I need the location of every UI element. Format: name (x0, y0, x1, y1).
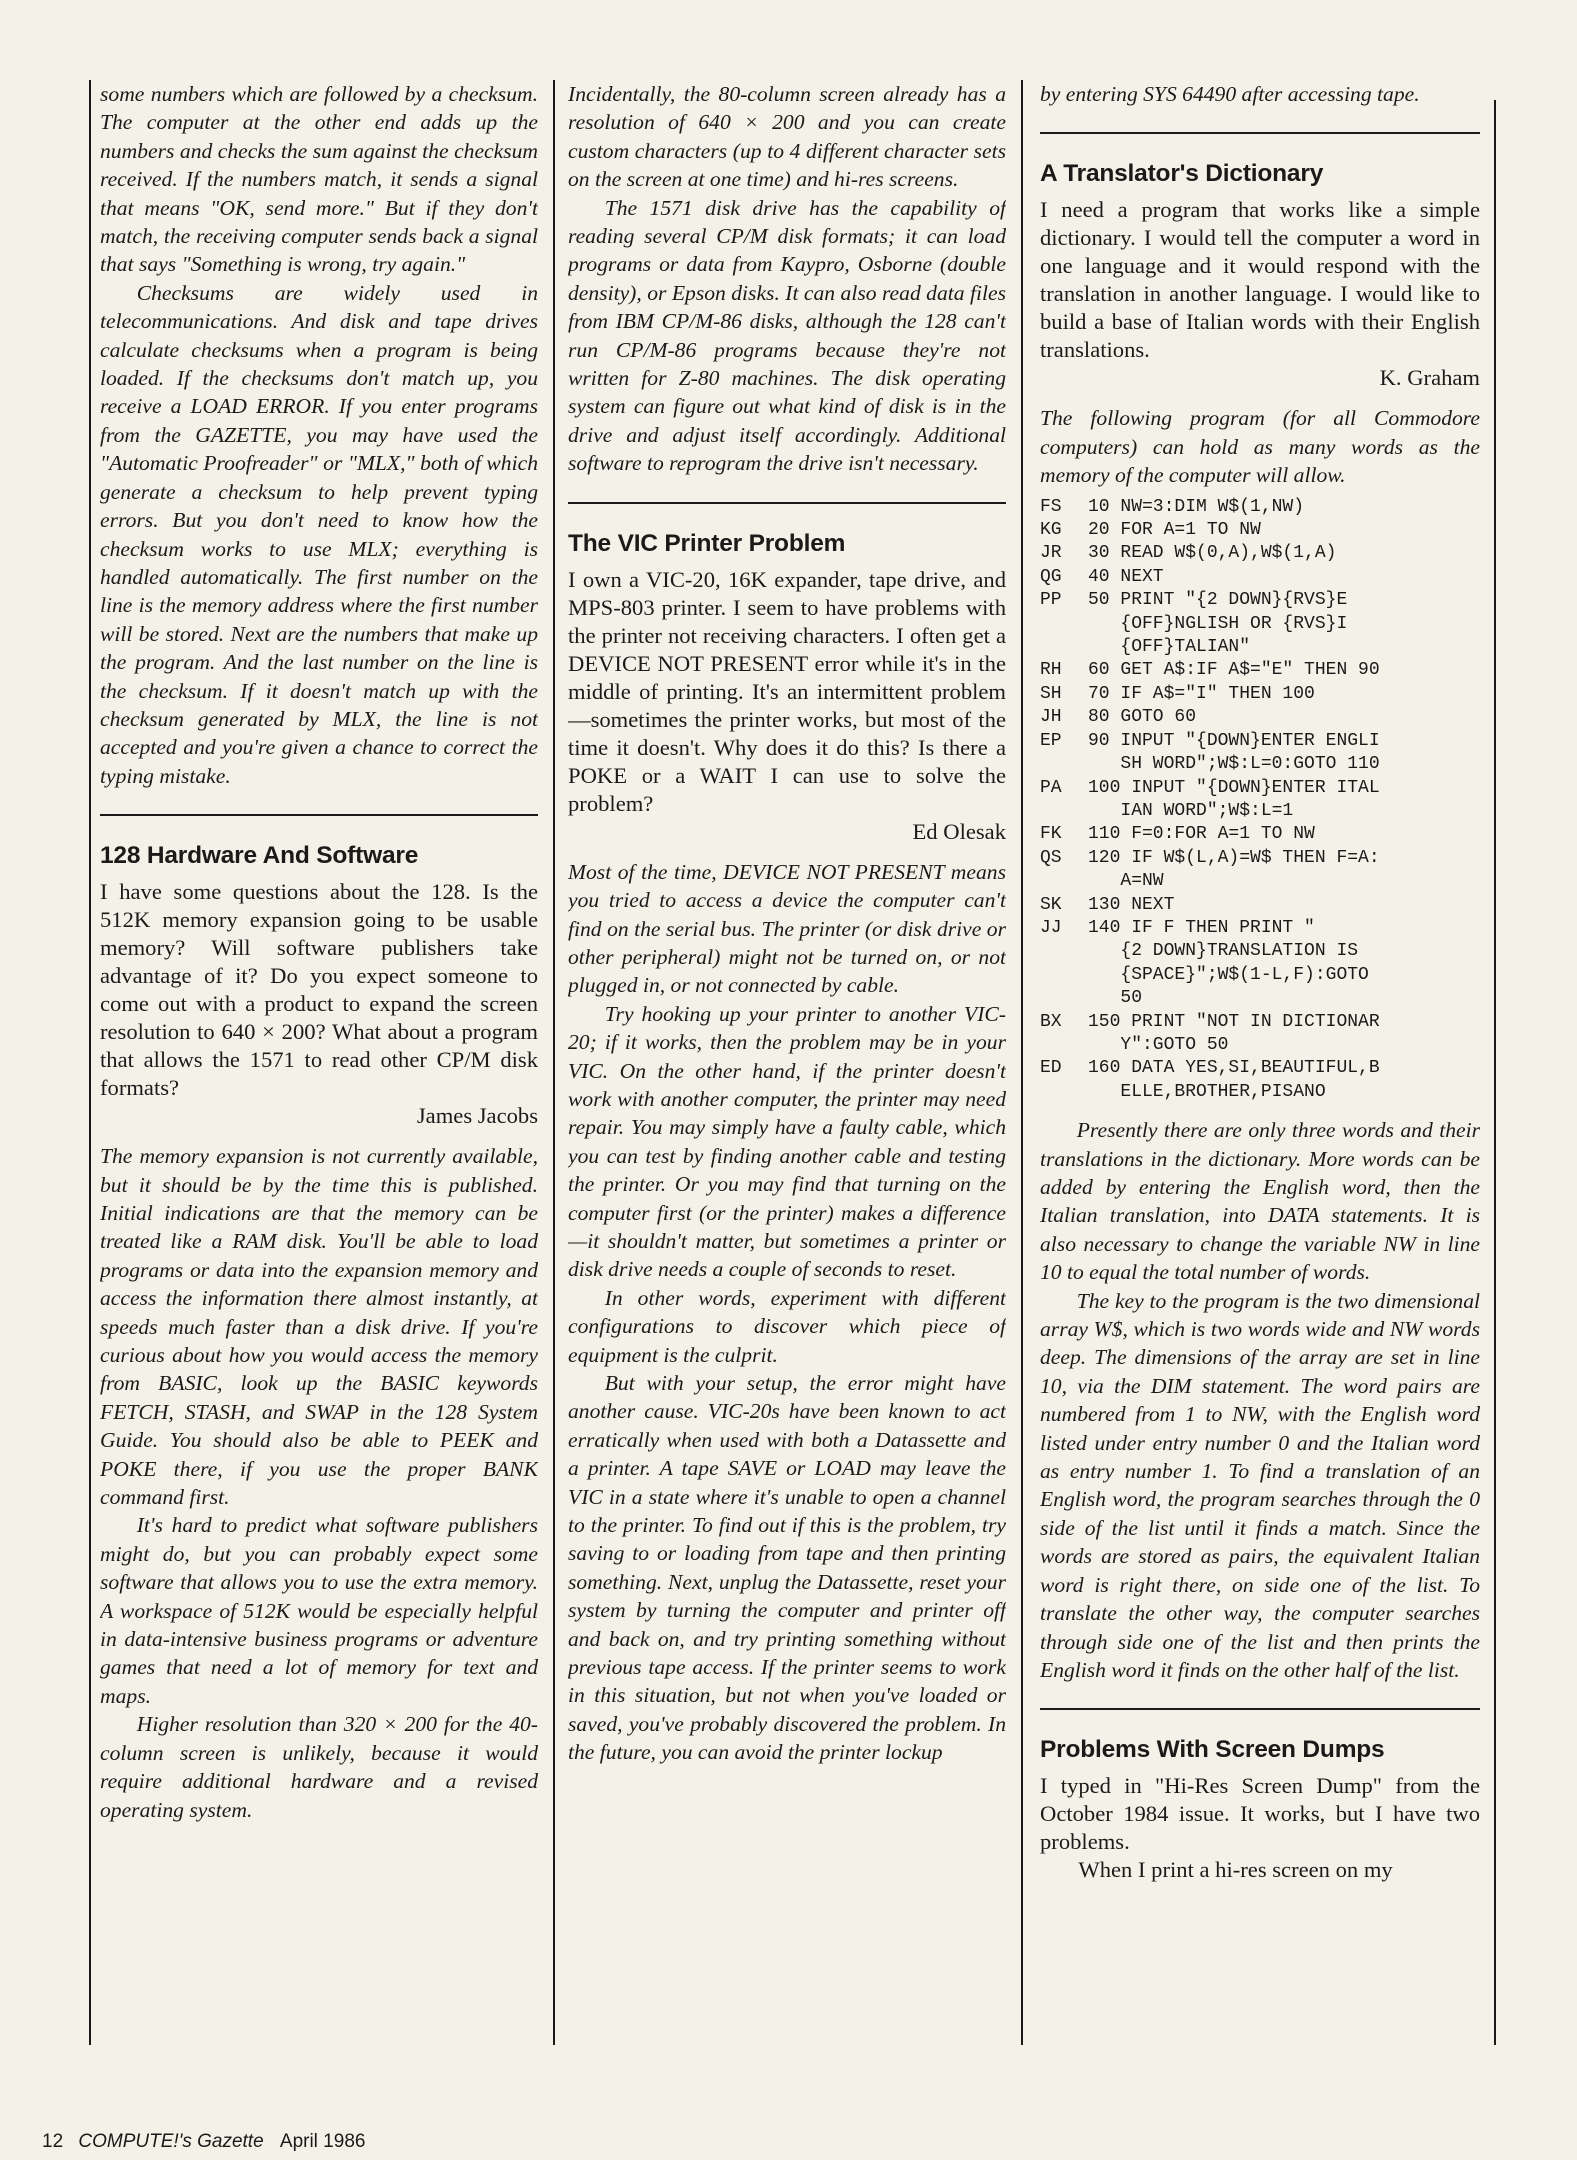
column-1 (100, 80, 538, 2060)
listing-code: 50 PRINT "{2 DOWN}{RVS}E {OFF}NGLISH OR {RVS}I {OFF}TALIAN" (1088, 590, 1348, 658)
section-heading-vic-printer: The VIC Printer Problem (568, 529, 846, 557)
listing-checksum: KG (1040, 520, 1062, 541)
answer-paragraph: by entering SYS 64490 after accessing tape. (1040, 82, 1420, 106)
listing-checksum: QS (1040, 847, 1062, 868)
listing-checksum: FK (1040, 824, 1062, 845)
listing-code: 140 IF F THEN PRINT " {2 DOWN}TRANSLATION IS {SPACE}";W$(1-L,F):GOTO 50 (1088, 917, 1369, 1009)
answer-paragraph: Incidentally, the 80-column screen already has a resolution of 640 × 200 and you can create custom characters (up to 4 different character sets on the screen at one time) and hi-res screens. (568, 82, 1006, 192)
listing-line (1040, 542, 1480, 565)
answer-paragraph: The key to the program is the two dimensional array W$, which is two words wide and NW words deep. The dimensions of the array are set in line 10, via the DIM statement. The word pairs are numbered from 1 to NW, with the English word listed under entry number 0 and the Italian word as entry number 1. To find a translation of an English word, the program searches through the 0 side of the list until it finds a match. Since the words are stored as pairs, the equivalent Italian word is right there, on side one of the list. To translate the other way, the computer searches through side one of the list and then prints the English word it finds on the other half of the list. (1040, 1288, 1480, 1682)
answer-paragraph: Presently there are only three words and their translations in the dictionary. More words can be added by entering the English word, then the Italian translation, into DATA statements. It is also necessary to change the variable NW in line 10 to equal the total number of words. (1040, 1118, 1480, 1285)
letter-signature: James Jacobs (416, 1103, 538, 1129)
column-rule-left (89, 80, 91, 2045)
listing-checksum: JJ (1040, 917, 1062, 938)
reader-letter: I need a program that works like a simple dictionary. I would tell the computer a word in one language and it would respond with the translation in another language. I would like to build a base of Italian words with their English translations. (1040, 197, 1480, 363)
answer-paragraph: Try hooking up your printer to another VIC-20; if it works, then the problem may be in your VIC. On the other hand, if the printer doesn't work with another computer, the printer may need repair. You may simply have a faulty cable, which you can test by finding another cable and testing the printer. Or you may find that turning on the computer first (or the printer) makes a difference—it shouldn't matter, but sometimes a printer or disk drive needs a couple of seconds to reset. (568, 1001, 1006, 1282)
listing-line (1040, 1011, 1480, 1058)
listing-code: 120 IF W$(L,A)=W$ THEN F=A: A=NW (1088, 847, 1380, 892)
listing-line (1040, 917, 1480, 1011)
section-divider (568, 502, 1006, 504)
answer-paragraph: The following program (for all Commodore computers) can hold as many words as the memory of the computer will allow. (1040, 406, 1480, 488)
section-heading-translator: A Translator's Dictionary (1040, 160, 1324, 188)
listing-checksum: RH (1040, 660, 1062, 681)
listing-code: 150 PRINT "NOT IN DICTIONAR Y":GOTO 50 (1088, 1011, 1380, 1055)
listing-line (1040, 823, 1480, 846)
reader-letter: I own a VIC-20, 16K expander, tape drive, and MPS-803 printer. I seem to have problems with the printer not receiving characters. I often get a DEVICE NOT PRESENT error while it's in the middle of printing. It's an intermittent problem—sometimes the printer works, but most of the time it doesn't. Why does it do this? Is there a POKE or a WAIT I can use to solve the problem? (568, 566, 1006, 816)
listing-checksum: SK (1040, 894, 1062, 915)
listing-code: 20 FOR A=1 TO NW (1088, 520, 1261, 541)
listing-checksum: PA (1040, 777, 1062, 798)
listing-line (1040, 894, 1480, 917)
listing-checksum: JH (1040, 707, 1062, 728)
listing-line (1040, 519, 1480, 542)
section-divider (1040, 1708, 1480, 1710)
column-3 (1040, 80, 1480, 2060)
letter-signature: K. Graham (1379, 365, 1480, 391)
listing-checksum: SH (1040, 683, 1062, 704)
listing-code: 70 IF A$="I" THEN 100 (1088, 683, 1315, 704)
column-rule-1-2 (553, 80, 555, 2045)
listing-line (1040, 706, 1480, 729)
listing-checksum: FS (1040, 496, 1062, 517)
reader-letter: I have some questions about the 128. Is the 512K memory expansion going to be usable memory? Will software publishers take advantage of it? Do you expect someone to come out with a product to expand the screen resolution to 640 × 200? What about a program that allows the 1571 to read other CP/M disk formats? (100, 879, 538, 1101)
listing-checksum: EP (1040, 730, 1062, 751)
section-heading-screen-dumps: Problems With Screen Dumps (1040, 1736, 1385, 1764)
listing-code: 160 DATA YES,SI,BEAUTIFUL,B ELLE,BROTHER,PISANO (1088, 1058, 1380, 1102)
listing-code: 90 INPUT "{DOWN}ENTER ENGLI SH WORD";W$:L=0:GOTO 110 (1088, 730, 1380, 775)
listing-code: 130 NEXT (1088, 894, 1175, 915)
issue-date: April 1986 (279, 2131, 366, 2152)
listing-checksum: ED (1040, 1058, 1062, 1079)
section-divider (100, 814, 538, 816)
listing-checksum: JR (1040, 543, 1062, 564)
listing-line (1040, 730, 1480, 777)
column-2 (568, 80, 1006, 2060)
answer-paragraph: But with your setup, the error might have another cause. VIC-20s have been known to act erratically when used with both a Datassette and a printer. A tape SAVE or LOAD may leave the VIC in a state where it's unable to open a channel to the printer. To find out if this is the problem, try saving to or loading from tape and then printing something. Next, unplug the Datassette, reset your system by turning the computer and printer off and back on, and try printing something without previous tape access. If the printer seems to work in this situation, but not when you've loaded or saved, you've probably discovered the problem. In the future, you can avoid the printer lockup (568, 1371, 1006, 1765)
column-rule-2-3 (1021, 80, 1023, 2045)
listing-code: 60 GET A$:IF A$="E" THEN 90 (1088, 660, 1380, 681)
listing-checksum: PP (1040, 590, 1062, 611)
magazine-title: COMPUTE!'s Gazette (78, 2131, 264, 2152)
answer-paragraph: Higher resolution than 320 × 200 for the 40-column screen is unlikely, because it would require additional hardware and a revised operating system. (100, 1712, 538, 1822)
basic-program-listing (1040, 496, 1480, 1105)
listing-line (1040, 777, 1480, 824)
answer-paragraph: Most of the time, DEVICE NOT PRESENT means you tried to access a device the computer can't find on the serial bus. The printer (or disk drive or other peripheral) might not be turned on, or not plugged in, or not connected by cable. (568, 859, 1006, 998)
listing-code: 10 NW=3:DIM W$(1,NW) (1088, 496, 1305, 517)
section-divider (1040, 132, 1480, 134)
listing-line (1040, 683, 1480, 706)
letter-signature: Ed Olesak (912, 818, 1006, 844)
answer-paragraph: The 1571 disk drive has the capability of reading several CP/M disk formats; it can load programs or data from Kaypro, Osborne (double density), or Epson disks. It can also read data files from IBM CP/M-86 disks, although the 128 can't run CP/M-86 programs because they're not written for Z-80 machines. The disk operating system can figure out what kind of disk is in the drive and adjust itself accordingly. Additional software to reprogram the drive isn't necessary. (568, 195, 1006, 476)
listing-line (1040, 1057, 1480, 1104)
answer-paragraph: some numbers which are followed by a checksum. The computer at the other end adds up the numbers and checks the sum against the checksum received. If the numbers match, it sends a signal that means "OK, send more." But if they don't match, the receiving computer sends back a signal that says "Something is wrong, try again." (100, 82, 538, 277)
listing-code: 30 READ W$(0,A),W$(1,A) (1088, 543, 1337, 564)
listing-code: 40 NEXT (1088, 566, 1164, 587)
reader-letter: I typed in "Hi-Res Screen Dump" from the October 1984 issue. It works, but I have two problems. (1040, 1773, 1480, 1855)
answer-paragraph: In other words, experiment with different configurations to discover which piece of equipment is the culprit. (568, 1285, 1006, 1367)
answer-paragraph: The memory expansion is not currently available, but it should be by the time this is published. Initial indications are that the memory can be treated like a RAM disk. You'll be able to load programs or data into the expansion memory and access the information there almost instantly, at speeds much faster than a disk drive. If you're curious about how you would access the memory from BASIC, look up the BASIC keywords FETCH, STASH, and SWAP in the 128 System Guide. You should also be able to PEEK and POKE there, if you use the proper BANK command first. (100, 1144, 538, 1510)
section-heading-128-hardware: 128 Hardware And Software (100, 842, 419, 870)
listing-code: 80 GOTO 60 (1088, 707, 1197, 728)
answer-paragraph: It's hard to predict what software publishers might do, but you can probably expect some software that allows you to use the extra memory. A workspace of 512K would be especially helpful in data-intensive business programs or adventure games that need a lot of memory for text and maps. (100, 1513, 538, 1708)
page-footer (42, 2131, 365, 2153)
answer-paragraph: Checksums are widely used in telecommunications. And disk and tape drives calculate checksums when a program is being loaded. If the checksums don't match up, you receive a LOAD ERROR. If you enter programs from the GAZETTE, you may have used the "Automatic Proofreader" or "MLX," both of which generate a checksum to help prevent typing errors. But you don't need to know how the checksum works to use MLX; everything is handled automatically. The first number on the line is the memory address where the first number will be stored. Next are the numbers that make up the program. And the last number on the line is the checksum. If it doesn't match up with the checksum generated by MLX, the line is not accepted and you're given a chance to correct the typing mistake. (100, 280, 538, 788)
listing-checksum: BX (1040, 1011, 1062, 1032)
listing-checksum: QG (1040, 566, 1062, 587)
reader-letter: When I print a hi-res screen on my (1078, 1857, 1393, 1883)
listing-line (1040, 496, 1480, 519)
listing-code: 100 INPUT "{DOWN}ENTER ITAL IAN WORD";W$:L=1 (1088, 777, 1380, 821)
listing-line (1040, 566, 1480, 589)
listing-line (1040, 847, 1480, 894)
listing-line (1040, 589, 1480, 659)
column-rule-right (1494, 100, 1496, 2045)
listing-line (1040, 659, 1480, 682)
page-number: 12 (42, 2131, 64, 2152)
listing-code: 110 F=0:FOR A=1 TO NW (1088, 824, 1315, 845)
